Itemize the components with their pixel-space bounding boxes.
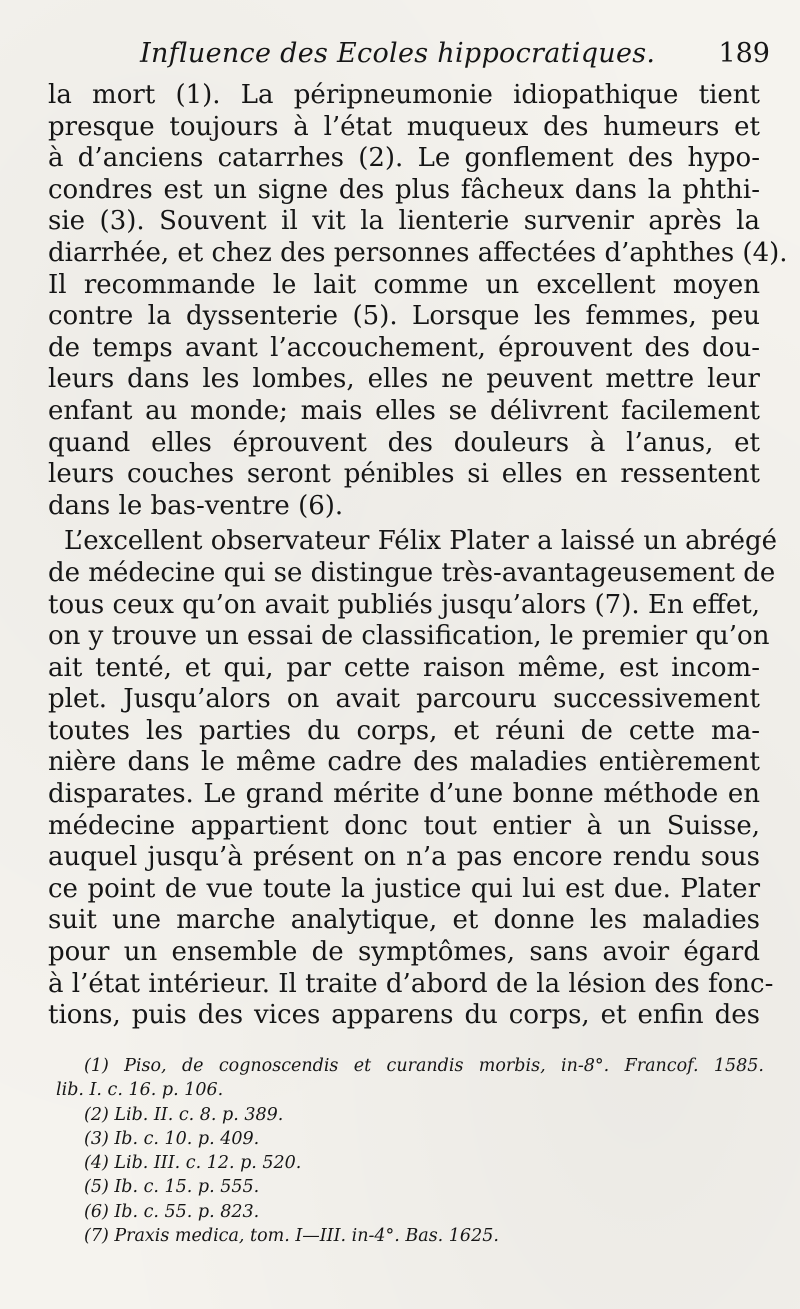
text-line: leurs dans les lombes, elles ne peuvent mettre leur [48, 364, 760, 395]
text-line: plet. Jusqu’alors on avait parcouru successivement [48, 684, 760, 715]
text-line: dans le bas-ventre (6). [48, 490, 344, 521]
footnote: (4) Lib. III. c. 12. p. 520. [84, 1153, 302, 1174]
text-line: médecine appartient donc tout entier à un Suisse, [48, 810, 760, 841]
text-line: tions, puis des vices apparens du corps, et enfin des [48, 1000, 760, 1031]
text-line: disparates. Le grand mérite d’une bonne méthode en [48, 779, 760, 810]
running-title: Influence des Ecoles hippocratiques. [140, 38, 656, 69]
text-line: enfant au monde; mais elles se délivrent facilement [48, 395, 760, 426]
text-line: pour un ensemble de symptômes, sans avoir égard [48, 937, 760, 968]
text-line: presque toujours à l’état muqueux des humeurs et [48, 111, 760, 142]
text-line: de temps avant l’accouchement, éprouvent des dou- [48, 332, 760, 363]
paragraph-2 [48, 526, 778, 1032]
body-text [48, 80, 788, 1032]
footnote: (1) Piso, de cognoscendis et curandis morbis, in-8°. Francof. 1585. [84, 1056, 764, 1076]
footnote-continuation: lib. I. c. 16. p. 106. [56, 1080, 224, 1101]
page-number: 189 [718, 38, 770, 69]
text-line: Il recommande le lait comme un excellent moyen [48, 269, 760, 300]
footnotes [56, 1054, 764, 1248]
footnote: (5) Ib. c. 15. p. 555. [84, 1177, 260, 1198]
text-line: contre la dyssenterie (5). Lorsque les femmes, peu [48, 301, 760, 332]
text-line: la mort (1). La péripneumonie idiopathique tient [48, 80, 760, 110]
text-line: sie (3). Souvent il vit la lienterie survenir après la [48, 206, 760, 237]
footnote: (3) Ib. c. 10. p. 409. [84, 1128, 260, 1149]
page-header [140, 38, 770, 78]
text-line: ait tenté, et qui, par cette raison même, est incom- [48, 652, 760, 683]
text-line: de médecine qui se distingue très-avantageusement de [48, 557, 776, 588]
text-line: nière dans le même cadre des maladies entièrement [48, 747, 760, 778]
footnote: (7) Praxis medica, tom. I—III. in-4°. Bas. 1625. [84, 1226, 499, 1247]
text-line: tous ceux qu’on avait publiés jusqu’alors (7). En effet, [48, 589, 760, 620]
text-line: condres est un signe des plus fâcheux dans la phthi- [48, 174, 760, 205]
text-line: diarrhée, et chez des personnes affectées d’aphthes (4). [48, 237, 788, 268]
text-line: auquel jusqu’à présent on n’a pas encore rendu sous [48, 842, 760, 873]
text-line: suit une marche analytique, et donne les maladies [48, 905, 760, 936]
footnote: (2) Lib. II. c. 8. p. 389. [84, 1104, 284, 1125]
text-line: toutes les parties du corps, et réuni de cette ma- [48, 715, 760, 746]
text-line: on y trouve un essai de classification, le premier qu’on [48, 621, 770, 652]
text-line: ce point de vue toute la justice qui lui est due. Plater [48, 873, 760, 904]
footnote: (6) Ib. c. 55. p. 823. [84, 1201, 260, 1222]
text-line: à d’anciens catarrhes (2). Le gonflement des hypo- [48, 143, 760, 174]
text-line: leurs couches seront pénibles si elles en ressentent [48, 459, 760, 490]
text-line: quand elles éprouvent des douleurs à l’anus, et [48, 427, 760, 458]
text-line: à l’état intérieur. Il traite d’abord de la lésion des fonc- [48, 968, 774, 999]
text-line: L’excellent observateur Félix Plater a laissé un abrégé [64, 526, 778, 557]
paragraph-1 [48, 80, 788, 522]
